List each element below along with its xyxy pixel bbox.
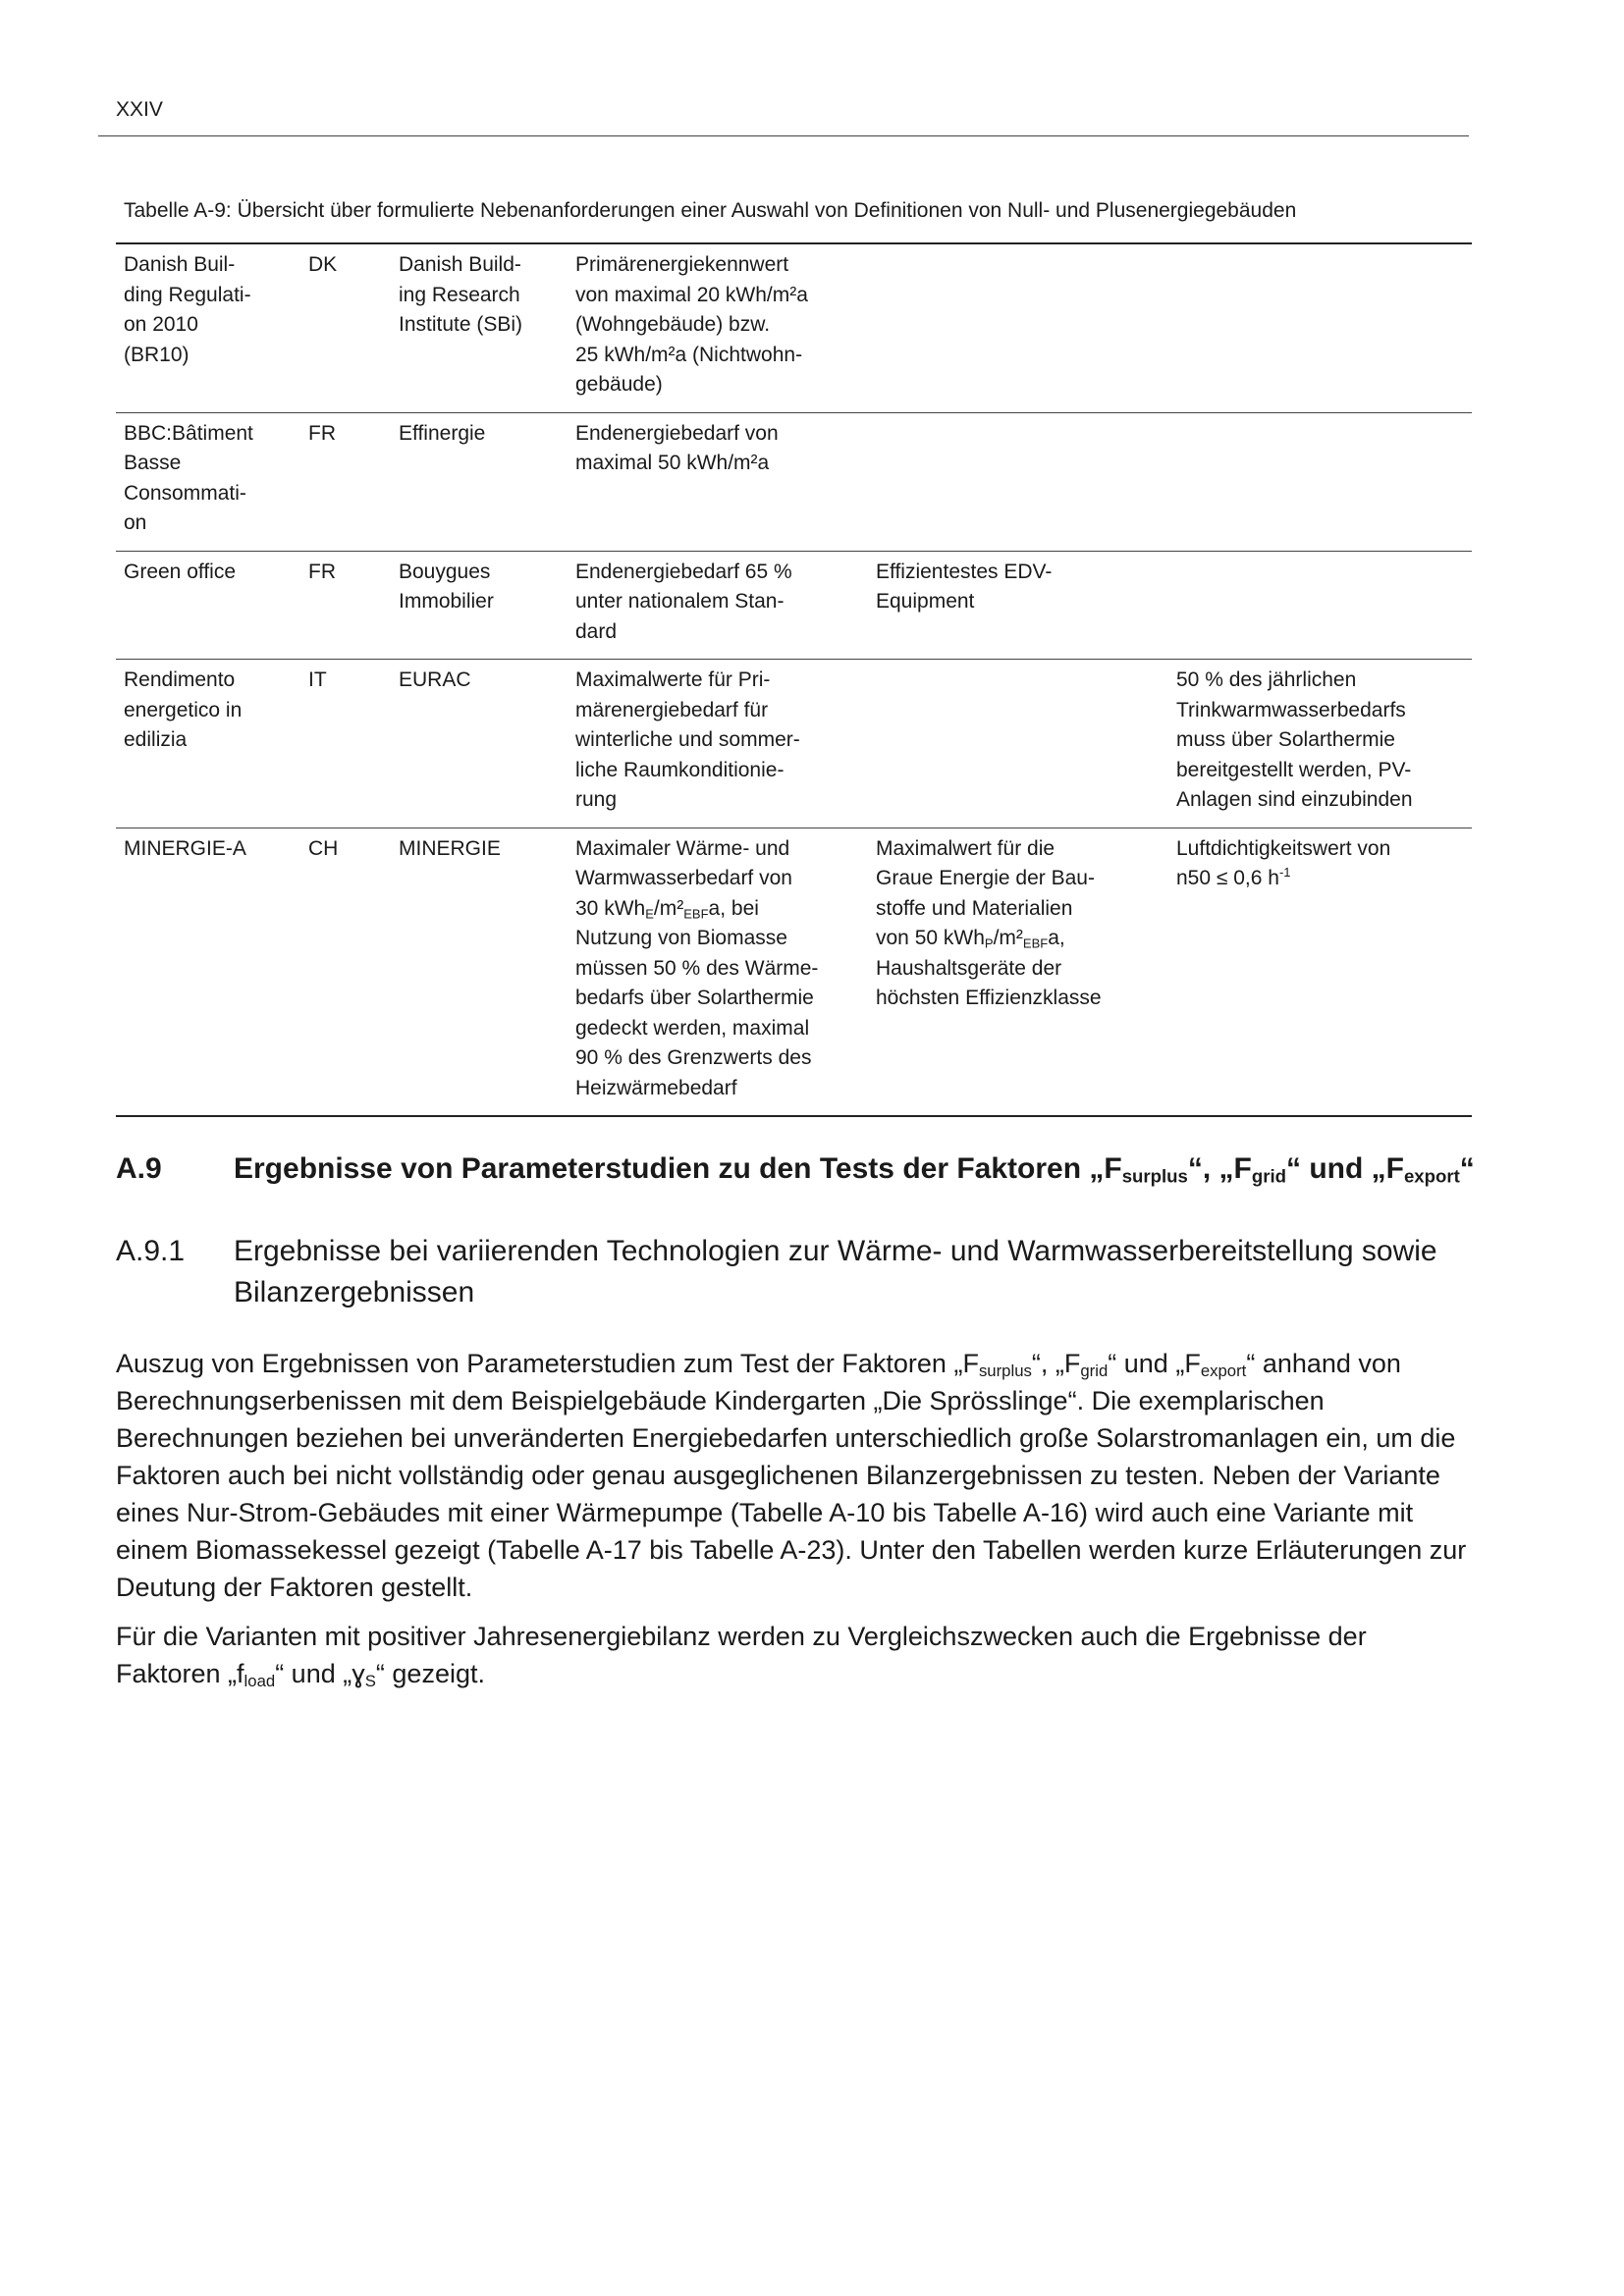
table-row: [116, 243, 1472, 412]
cell-name: MINERGIE-A: [124, 836, 246, 860]
requirements-table: [116, 242, 1472, 1117]
cell-other-requirement: Maximalwert für die Graue Energie der Bau- stoffe und Materialien von 50 $kWh_P/m^2_{EBF}a$, Haushaltsgeräte der höchsten Effizienzklasse: [876, 836, 1102, 1009]
cell-country: IT: [308, 668, 327, 691]
subsection-heading: [116, 1231, 1490, 1313]
cell-name: BBC:Bâtiment Basse Consommati- on: [124, 421, 253, 534]
subsection-number: A.9.1: [116, 1235, 186, 1267]
subsection-title: Ergebnisse bei variierenden Technologien zur Wärme- und Warmwasserbereitstellung sowie Bilanzergebnissen: [234, 1235, 1437, 1308]
cell-other-requirement: Effizientestes EDV- Equipment: [876, 560, 1053, 613]
section-heading: [116, 1152, 1475, 1186]
cell-extra-requirement: 50 % des jährlichen Trinkwarmwasserbedarfs muss über Solarthermie bereitgestellt werden, PV- Anlagen sind einzubinden: [1176, 668, 1413, 811]
table-caption: Tabelle A-9: Übersicht über formulierte Nebenanforderungen einer Auswahl von Definitionen von Null- und Plusenergiegebäuden: [124, 199, 1297, 222]
cell-institution: Effinergie: [399, 421, 486, 445]
cell-name: Green office: [124, 560, 237, 583]
cell-institution: EURAC: [399, 668, 471, 691]
section-number: A.9: [116, 1152, 162, 1185]
body-paragraph: Auszug von Ergebnissen von Parameterstudien zum Test der Faktoren $„F_{surplus}“$, $„F_{grid}“$ und $„F_{export}“$ anhand von Berechnungserbenissen mit dem Beispielgebäude Kindergarten „Die Sprösslinge“. Die exemplarischen Berechnungen beziehen bei unveränderten Energiebedarfen unterschiedlich große Solarstromanlagen ein, um die Faktoren auch bei nicht vollständig oder genau ausgeglichenen Bilanzergebnissen zu testen. Neben der Variante eines Nur-Strom-Gebäudes mit einer Wärmepumpe (Tabelle A-10 bis Tabelle A-16) wird auch eine Variante mit einem Biomassekessel gezeigt (Tabelle A-17 bis Tabelle A-23). Unter den Tabellen werden kurze Erläuterungen zur Deutung der Faktoren gestellt.: [116, 1349, 1467, 1602]
cell-country: CH: [308, 836, 339, 860]
cell-energy-requirement: Primärenergiekennwert von maximal 20 kWh/m²a (Wohngebäude) bzw. 25 kWh/m²a (Nichtwohn- gebäude): [575, 253, 808, 396]
section-title: Ergebnisse von Parameterstudien zu den Tests der Faktoren $„F_{surplus}“$, $„F_{grid}“$ und $„F_{export}“$: [234, 1152, 1475, 1187]
cell-extra-requirement: Luftdichtigkeitswert von n50 ≤ 0,6 $h^{-1}$: [1176, 836, 1391, 889]
cell-country: FR: [308, 560, 336, 583]
cell-name: Danish Buil- ding Regulati- on 2010 (BR10): [124, 253, 251, 366]
table-row: [116, 660, 1472, 828]
cell-energy-requirement: Endenergiebedarf von maximal 50 kWh/m²a: [575, 421, 779, 474]
table-row: [116, 551, 1472, 660]
page-number: XXIV: [116, 98, 163, 121]
body-paragraph: Für die Varianten mit positiver Jahresenergiebilanz werden zu Vergleichszwecken auch die Ergebnisse der Faktoren $„f_{load}“$ und „ɣ$_S$“ gezeigt.: [116, 1622, 1367, 1691]
cell-country: DK: [308, 253, 338, 276]
table-row: [116, 412, 1472, 551]
cell-energy-requirement: Endenergiebedarf 65 % unter nationalem Stan- dard: [575, 560, 792, 643]
cell-energy-requirement: Maximaler Wärme- und Warmwasserbedarf von 30 $kWh_E/m^2_{EBF}a$, bei Nutzung von Biomasse müssen 50 % des Wärme- bedarfs über Solarthermie gedeckt werden, maximal 90 % des Grenzwerts des Heizwärmebedarf: [575, 836, 819, 1099]
cell-energy-requirement: Maximalwerte für Pri- märenergiebedarf für winterliche und sommer- liche Raumkonditionie- rung: [575, 668, 800, 811]
cell-institution: Bouygues Immobilier: [399, 560, 494, 613]
cell-country: FR: [308, 421, 336, 445]
cell-institution: MINERGIE: [399, 836, 501, 860]
cell-institution: Danish Build- ing Research Institute (SBi): [399, 253, 523, 336]
cell-name: Rendimento energetico in edilizia: [124, 668, 243, 751]
header-rule: [98, 135, 1469, 136]
table-row: [116, 828, 1472, 1116]
